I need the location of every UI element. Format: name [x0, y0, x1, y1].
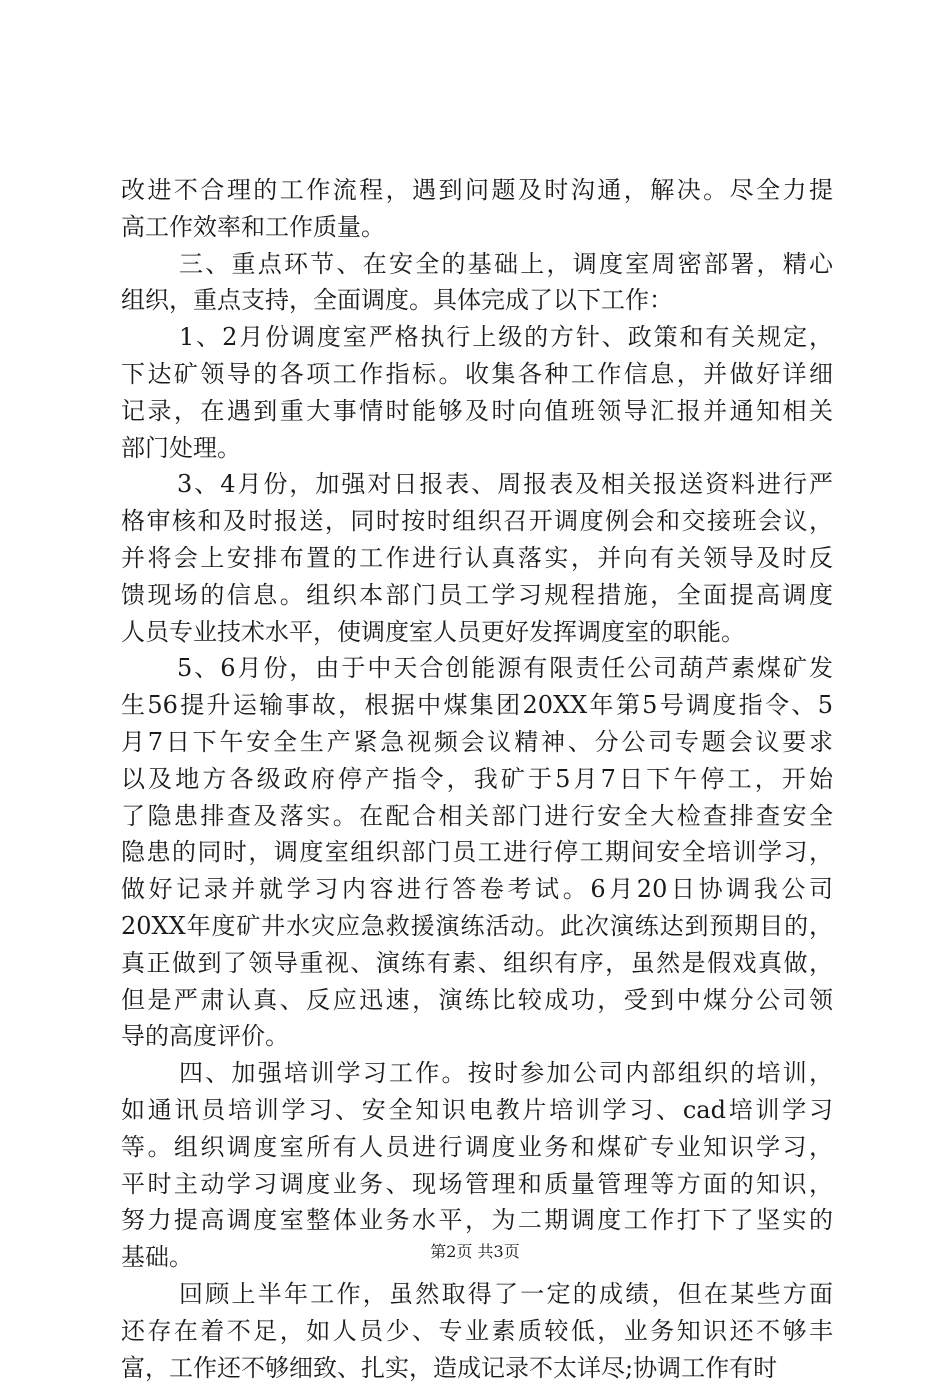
- text-line: 馈现场的信息。组织本部门员工学习规程措施，全面提高调度: [121, 577, 833, 614]
- text-line: 真正做到了领导重视、演练有素、组织有序，虽然是假戏真做，: [121, 945, 833, 982]
- text-line: 人员专业技术水平，使调度室人员更好发挥调度室的职能。: [121, 614, 833, 651]
- paragraph: [121, 319, 833, 466]
- paragraph: [121, 650, 833, 1055]
- text-line: 高工作效率和工作质量。: [121, 209, 833, 246]
- text-line: 组织，重点支持，全面调度。具体完成了以下工作：: [121, 282, 833, 319]
- text-line: 3、4月份，加强对日报表、周报表及相关报送资料进行严: [121, 466, 833, 503]
- page-number-footer: 第2页 共3页: [0, 1242, 950, 1262]
- text-line: 还存在着不足，如人员少、专业素质较低，业务知识还不够丰: [121, 1313, 833, 1350]
- text-line: 格审核和及时报送，同时按时组织召开调度例会和交接班会议，: [121, 503, 833, 540]
- text-line: 基础。: [121, 1239, 833, 1276]
- text-line: 三、重点环节、在安全的基础上，调度室周密部署，精心: [121, 246, 833, 283]
- text-line: 平时主动学习调度业务、现场管理和质量管理等方面的知识，: [121, 1166, 833, 1203]
- text-line: 以及地方各级政府停产指令，我矿于5月7日下午停工，开始: [121, 761, 833, 798]
- paragraph: [121, 1276, 833, 1386]
- text-line: 20XX年度矿井水灾应急救援演练活动。此次演练达到预期目的，: [121, 908, 833, 945]
- text-line: 如通讯员培训学习、安全知识电教片培训学习、cad培训学习: [121, 1092, 833, 1129]
- text-line: 等。组织调度室所有人员进行调度业务和煤矿专业知识学习，: [121, 1129, 833, 1166]
- text-line: 并将会上安排布置的工作进行认真落实，并向有关领导及时反: [121, 540, 833, 577]
- text-line: 导的高度评价。: [121, 1018, 833, 1055]
- text-line: 1、2月份调度室严格执行上级的方针、政策和有关规定，: [121, 319, 833, 356]
- text-line: 努力提高调度室整体业务水平，为二期调度工作打下了坚实的: [121, 1202, 833, 1239]
- paragraph: [121, 172, 833, 246]
- text-line: 了隐患排查及落实。在配合相关部门进行安全大检查排查安全: [121, 798, 833, 835]
- text-line: 四、加强培训学习工作。按时参加公司内部组织的培训，: [121, 1055, 833, 1092]
- text-line: 5、6月份，由于中天合创能源有限责任公司葫芦素煤矿发: [121, 650, 833, 687]
- text-line: 下达矿领导的各项工作指标。收集各种工作信息，并做好详细: [121, 356, 833, 393]
- text-line: 隐患的同时，调度室组织部门员工进行停工期间安全培训学习，: [121, 834, 833, 871]
- text-line: 做好记录并就学习内容进行答卷考试。6月20日协调我公司: [121, 871, 833, 908]
- document-body: [121, 172, 833, 1386]
- text-line: 生56提升运输事故，根据中煤集团20XX年第5号调度指令、5: [121, 687, 833, 724]
- text-line: 记录，在遇到重大事情时能够及时向值班领导汇报并通知相关: [121, 393, 833, 430]
- text-line: 富，工作还不够细致、扎实，造成记录不太详尽;协调工作有时: [121, 1350, 833, 1386]
- paragraph: [121, 466, 833, 650]
- text-line: 回顾上半年工作，虽然取得了一定的成绩，但在某些方面: [121, 1276, 833, 1313]
- text-line: 月7日下午安全生产紧急视频会议精神、分公司专题会议要求: [121, 724, 833, 761]
- paragraph: [121, 246, 833, 320]
- text-line: 部门处理。: [121, 430, 833, 467]
- text-line: 改进不合理的工作流程，遇到问题及时沟通，解决。尽全力提: [121, 172, 833, 209]
- text-line: 但是严肃认真、反应迅速，演练比较成功，受到中煤分公司领: [121, 982, 833, 1019]
